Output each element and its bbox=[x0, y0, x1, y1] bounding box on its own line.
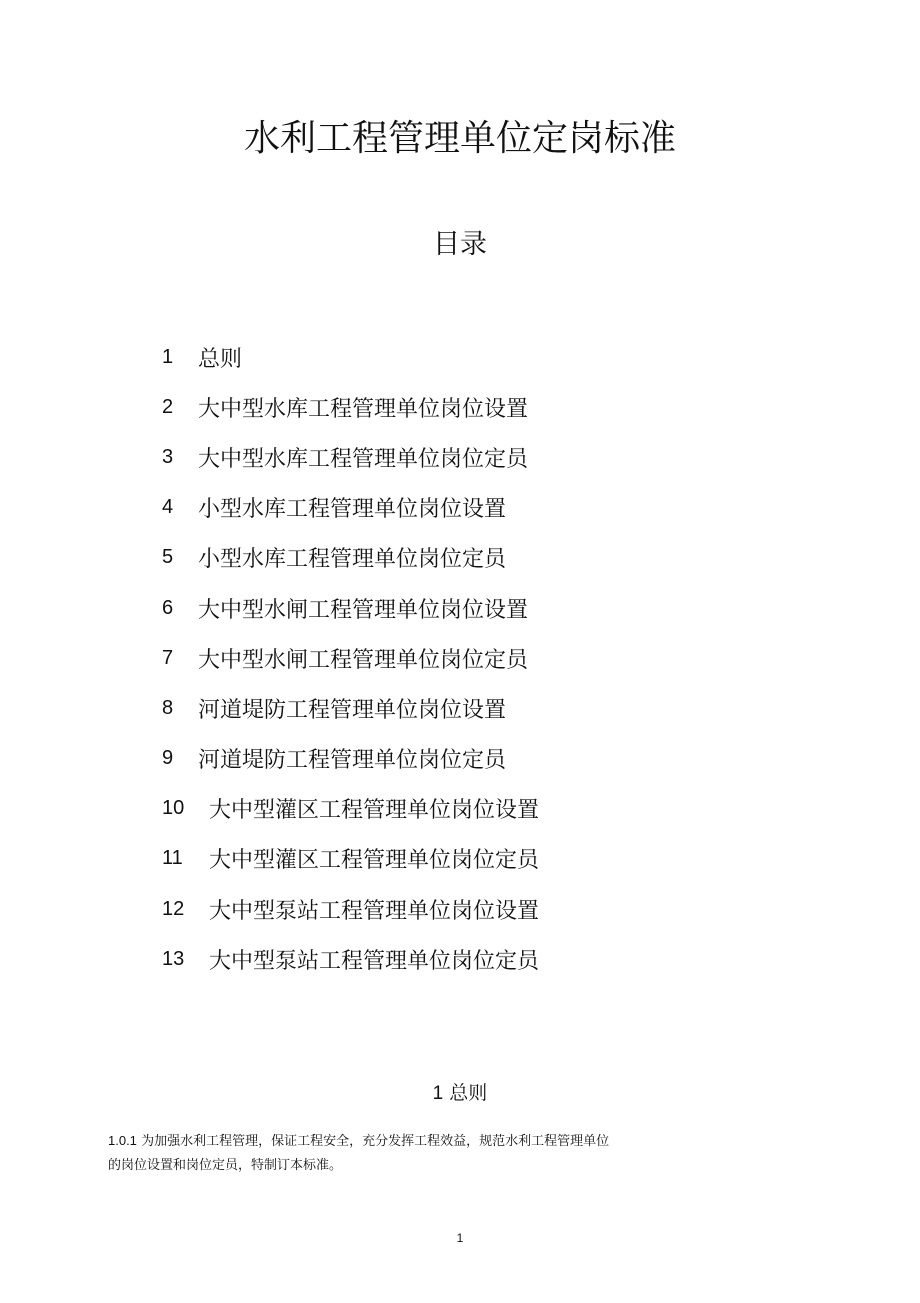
toc-item[interactable] bbox=[162, 734, 539, 784]
toc-item-label: 大中型泵站工程管理单位岗位设置 bbox=[209, 898, 540, 924]
toc-item[interactable] bbox=[162, 633, 539, 683]
toc-item-label: 小型水库工程管理单位岗位定员 bbox=[198, 547, 507, 573]
toc-item-label: 河道堤防工程管理单位岗位设置 bbox=[198, 697, 507, 723]
toc-item-number: 9 bbox=[162, 747, 174, 770]
toc-item-label: 大中型水库工程管理单位岗位定员 bbox=[198, 446, 529, 472]
toc-item-label: 大中型灌区工程管理单位岗位定员 bbox=[209, 848, 540, 874]
toc-item-number: 5 bbox=[162, 546, 174, 569]
section-heading bbox=[0, 1078, 920, 1105]
toc-item-number: 12 bbox=[162, 897, 185, 920]
toc-item-number: 11 bbox=[162, 847, 183, 870]
toc-item-label: 大中型灌区工程管理单位岗位设置 bbox=[209, 798, 540, 824]
toc-item-label: 小型水库工程管理单位岗位设置 bbox=[198, 497, 507, 523]
toc-item[interactable] bbox=[162, 483, 539, 533]
toc-item-label: 大中型水闸工程管理单位岗位设置 bbox=[198, 597, 529, 623]
toc-item-number: 6 bbox=[162, 596, 174, 619]
toc-item-number: 1 bbox=[162, 345, 174, 368]
toc-item[interactable] bbox=[162, 784, 539, 834]
toc-item[interactable] bbox=[162, 382, 539, 432]
toc-item-number: 3 bbox=[162, 445, 174, 468]
toc-item-label: 大中型水闸工程管理单位岗位定员 bbox=[198, 647, 529, 673]
toc-item[interactable] bbox=[162, 884, 539, 934]
paragraph-line-2: 的岗位设置和岗位定员，特制订本标准。 bbox=[108, 1158, 343, 1173]
toc-item-label: 大中型泵站工程管理单位岗位定员 bbox=[209, 948, 540, 974]
toc-item[interactable] bbox=[162, 683, 539, 733]
toc-item-label: 河道堤防工程管理单位岗位定员 bbox=[198, 748, 507, 774]
section-number: 1 bbox=[432, 1083, 444, 1104]
toc-item-number: 7 bbox=[162, 646, 174, 669]
page-number: 1 bbox=[456, 1231, 464, 1245]
clause-number: 1.0.1 bbox=[108, 1133, 137, 1148]
toc-item[interactable] bbox=[162, 583, 539, 633]
toc-item[interactable] bbox=[162, 834, 539, 884]
paragraph-line-1: 为加强水利工程管理，保证工程安全，充分发挥工程效益，规范水利工程管理单位 bbox=[141, 1134, 610, 1149]
section-title: 总则 bbox=[449, 1082, 488, 1104]
toc-item-label: 大中型水库工程管理单位岗位设置 bbox=[198, 396, 529, 422]
toc-item[interactable] bbox=[162, 533, 539, 583]
table-of-contents bbox=[162, 332, 539, 984]
toc-item[interactable] bbox=[162, 432, 539, 482]
toc-item-number: 4 bbox=[162, 496, 174, 519]
toc-item[interactable] bbox=[162, 934, 539, 984]
toc-item-number: 10 bbox=[162, 797, 185, 820]
toc-item-label: 总则 bbox=[198, 346, 243, 372]
toc-heading: 目录 bbox=[433, 229, 487, 260]
body-paragraph bbox=[108, 1129, 688, 1178]
toc-item-number: 8 bbox=[162, 696, 174, 719]
toc-item[interactable] bbox=[162, 332, 539, 382]
toc-item-number: 2 bbox=[162, 395, 174, 418]
document-title: 水利工程管理单位定岗标准 bbox=[243, 118, 676, 159]
toc-item-number: 13 bbox=[162, 947, 185, 970]
